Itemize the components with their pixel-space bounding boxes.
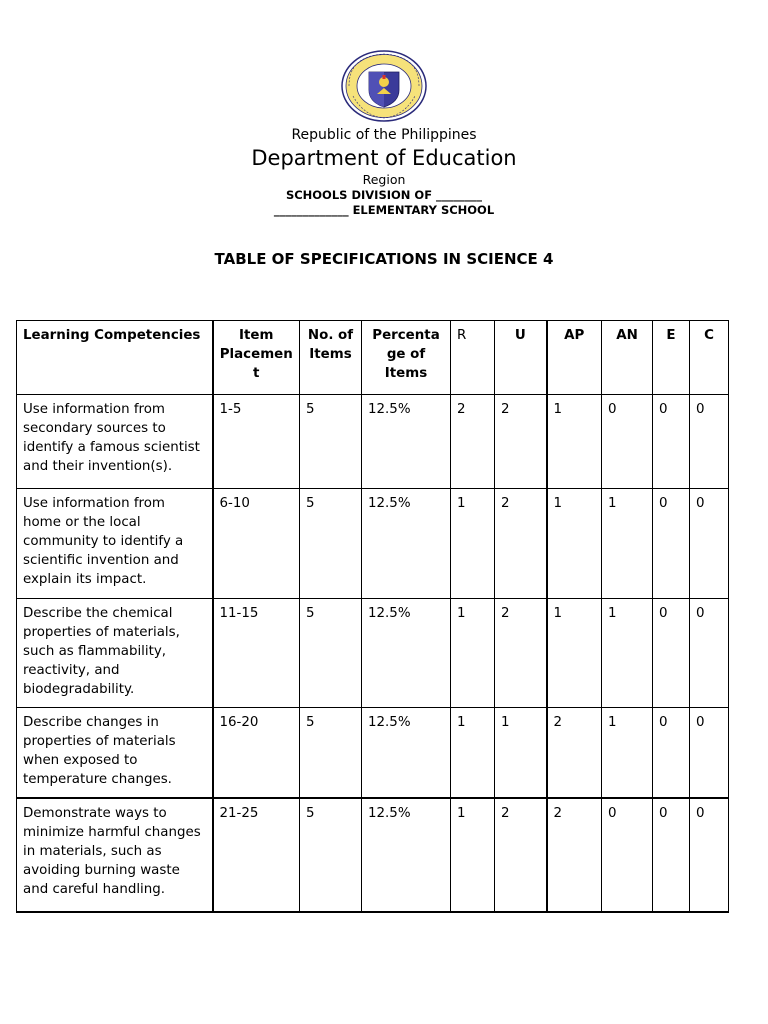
republic-line: Republic of the Philippines [291,127,477,143]
specifications-table [16,320,729,913]
placement-cell: 6-10 [213,489,300,599]
an-cell: 1 [602,599,653,708]
ap-cell: 1 [547,395,602,489]
table-row [17,395,729,489]
header-e: E [653,321,690,395]
r-cell: 2 [451,395,495,489]
e-cell: 0 [653,395,690,489]
percentage-cell: 12.5% [362,395,451,489]
percentage-cell: 12.5% [362,489,451,599]
ap-cell: 1 [547,599,602,708]
header-competencies: Learning Competencies [17,321,213,395]
percentage-cell: 12.5% [362,798,451,912]
items-cell: 5 [300,489,362,599]
percentage-cell: 12.5% [362,708,451,799]
c-cell: 0 [690,489,729,599]
items-cell: 5 [300,395,362,489]
placement-cell: 11-15 [213,599,300,708]
letterhead [0,48,768,218]
header-c: C [690,321,729,395]
table-header-row [17,321,729,395]
placement-cell: 1-5 [213,395,300,489]
competency-cell: Use information from secondary sources to identify a famous scientist and their invention(s). [17,395,213,489]
ap-cell: 2 [547,708,602,799]
table-row [17,708,729,799]
document-title: TABLE OF SPECIFICATIONS IN SCIENCE 4 [214,250,554,268]
e-cell: 0 [653,599,690,708]
placement-cell: 21-25 [213,798,300,912]
competency-cell: Describe the chemical properties of materials, such as flammability, reactivity, and biodegradability. [17,599,213,708]
table-row [17,489,729,599]
r-cell: 1 [451,489,495,599]
table-row [17,798,729,912]
items-cell: 5 [300,708,362,799]
u-cell: 2 [495,798,547,912]
region-line: Region [362,172,406,187]
department-name: Department of Education [251,146,517,170]
e-cell: 0 [653,798,690,912]
e-cell: 0 [653,489,690,599]
competency-cell: Use information from home or the local community to identify a scientific invention and explain its impact. [17,489,213,599]
header-placement: Item Placement [213,321,300,395]
r-cell: 1 [451,798,495,912]
c-cell: 0 [690,395,729,489]
table-row [17,599,729,708]
an-cell: 1 [602,708,653,799]
header-ap: AP [547,321,602,395]
competency-cell: Describe changes in properties of materials when exposed to temperature changes. [17,708,213,799]
header-u: U [495,321,547,395]
items-cell: 5 [300,599,362,708]
c-cell: 0 [690,798,729,912]
school-line: _____________ ELEMENTARY SCHOOL [273,203,495,217]
header-an: AN [602,321,653,395]
u-cell: 1 [495,708,547,799]
c-cell: 0 [690,599,729,708]
header-r: R [451,321,495,395]
u-cell: 2 [495,489,547,599]
header-items: No. of Items [300,321,362,395]
r-cell: 1 [451,708,495,799]
division-line: SCHOOLS DIVISION OF ________ [285,188,483,202]
u-cell: 2 [495,395,547,489]
percentage-cell: 12.5% [362,599,451,708]
deped-seal-icon [339,48,429,124]
competency-cell: Demonstrate ways to minimize harmful changes in materials, such as avoiding burning waste and careful handling. [17,798,213,912]
u-cell: 2 [495,599,547,708]
ap-cell: 2 [547,798,602,912]
items-cell: 5 [300,798,362,912]
an-cell: 0 [602,798,653,912]
r-cell: 1 [451,599,495,708]
ap-cell: 1 [547,489,602,599]
e-cell: 0 [653,708,690,799]
c-cell: 0 [690,708,729,799]
placement-cell: 16-20 [213,708,300,799]
an-cell: 1 [602,489,653,599]
header-percentage: Percentage of Items [362,321,451,395]
an-cell: 0 [602,395,653,489]
